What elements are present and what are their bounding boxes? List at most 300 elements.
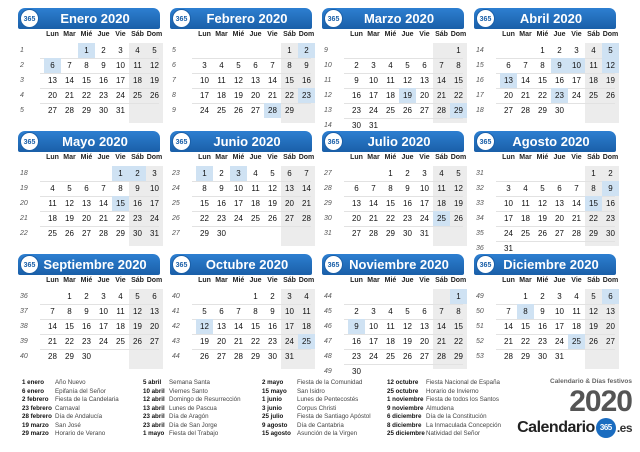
day-cell[interactable]: 23: [403, 214, 412, 223]
day-cell[interactable]: 14: [521, 76, 530, 85]
day-cell[interactable]: 12: [268, 184, 277, 193]
day-cell[interactable]: 13: [48, 76, 57, 85]
holiday-day-cell[interactable]: 3: [230, 166, 247, 181]
day-cell[interactable]: 29: [285, 106, 294, 115]
day-cell[interactable]: 27: [217, 352, 226, 361]
holiday-day-cell[interactable]: 29: [450, 103, 467, 118]
day-cell[interactable]: 11: [437, 184, 446, 193]
day-cell[interactable]: 22: [200, 214, 209, 223]
day-cell[interactable]: 13: [82, 199, 91, 208]
day-cell[interactable]: 14: [437, 76, 446, 85]
holiday-day-cell[interactable]: 5: [602, 43, 619, 58]
day-cell[interactable]: 8: [202, 184, 207, 193]
day-cell[interactable]: 14: [369, 199, 378, 208]
day-cell[interactable]: 24: [200, 106, 209, 115]
day-cell[interactable]: 6: [84, 184, 89, 193]
day-cell[interactable]: 29: [82, 106, 91, 115]
day-cell[interactable]: 28: [99, 229, 108, 238]
day-cell[interactable]: 21: [369, 214, 378, 223]
day-cell[interactable]: 3: [557, 292, 562, 301]
day-cell[interactable]: 27: [82, 229, 91, 238]
day-cell[interactable]: 11: [589, 61, 598, 70]
day-cell[interactable]: 22: [65, 337, 74, 346]
day-cell[interactable]: 19: [234, 91, 243, 100]
day-cell[interactable]: 23: [352, 106, 361, 115]
day-cell[interactable]: 30: [82, 352, 91, 361]
holiday-day-cell[interactable]: 15: [585, 196, 602, 211]
day-cell[interactable]: 8: [67, 307, 72, 316]
holiday-day-cell[interactable]: 1: [78, 43, 95, 58]
holiday-day-cell[interactable]: 23: [298, 88, 315, 103]
day-cell[interactable]: 7: [371, 184, 376, 193]
day-cell[interactable]: 21: [302, 199, 311, 208]
day-cell[interactable]: 4: [388, 307, 393, 316]
day-cell[interactable]: 26: [606, 91, 615, 100]
day-cell[interactable]: 19: [589, 322, 598, 331]
holiday-day-cell[interactable]: 8: [517, 304, 534, 319]
day-cell[interactable]: 4: [304, 292, 309, 301]
day-cell[interactable]: 18: [48, 214, 57, 223]
day-cell[interactable]: 4: [523, 184, 528, 193]
day-cell[interactable]: 4: [591, 46, 596, 55]
day-cell[interactable]: 16: [217, 199, 226, 208]
day-cell[interactable]: 22: [538, 91, 547, 100]
holiday-day-cell[interactable]: 6: [44, 58, 61, 73]
day-cell[interactable]: 15: [285, 76, 294, 85]
day-cell[interactable]: 7: [439, 307, 444, 316]
day-cell[interactable]: 1: [540, 46, 545, 55]
day-cell[interactable]: 16: [133, 199, 142, 208]
day-cell[interactable]: 31: [150, 229, 159, 238]
day-cell[interactable]: 12: [65, 199, 74, 208]
day-cell[interactable]: 14: [48, 322, 57, 331]
day-cell[interactable]: 22: [589, 214, 598, 223]
day-cell[interactable]: 27: [504, 106, 513, 115]
day-cell[interactable]: 11: [521, 199, 530, 208]
day-cell[interactable]: 2: [354, 307, 359, 316]
day-cell[interactable]: 19: [200, 337, 209, 346]
day-cell[interactable]: 19: [606, 76, 615, 85]
day-cell[interactable]: 21: [48, 337, 57, 346]
day-cell[interactable]: 31: [369, 121, 378, 130]
day-cell[interactable]: 25: [48, 229, 57, 238]
holiday-day-cell[interactable]: 25: [568, 334, 585, 349]
day-cell[interactable]: 7: [574, 184, 579, 193]
day-cell[interactable]: 30: [217, 229, 226, 238]
day-cell[interactable]: 22: [521, 337, 530, 346]
day-cell[interactable]: 18: [386, 337, 395, 346]
day-cell[interactable]: 24: [420, 214, 429, 223]
day-cell[interactable]: 13: [217, 322, 226, 331]
day-cell[interactable]: 25: [386, 352, 395, 361]
day-cell[interactable]: 10: [99, 307, 108, 316]
day-cell[interactable]: 24: [116, 91, 125, 100]
day-cell[interactable]: 8: [540, 61, 545, 70]
day-cell[interactable]: 9: [354, 76, 359, 85]
day-cell[interactable]: 26: [589, 337, 598, 346]
day-cell[interactable]: 29: [251, 352, 260, 361]
day-cell[interactable]: 17: [234, 199, 243, 208]
day-cell[interactable]: 9: [540, 307, 545, 316]
day-cell[interactable]: 26: [200, 352, 209, 361]
day-cell[interactable]: 11: [251, 184, 260, 193]
holiday-day-cell[interactable]: 25: [433, 211, 450, 226]
day-cell[interactable]: 28: [521, 106, 530, 115]
day-cell[interactable]: 31: [504, 244, 513, 253]
day-cell[interactable]: 5: [152, 46, 157, 55]
day-cell[interactable]: 4: [135, 46, 140, 55]
day-cell[interactable]: 18: [302, 322, 311, 331]
day-cell[interactable]: 26: [150, 91, 159, 100]
day-cell[interactable]: 3: [422, 169, 427, 178]
day-cell[interactable]: 25: [116, 337, 125, 346]
day-cell[interactable]: 17: [200, 91, 209, 100]
day-cell[interactable]: 21: [234, 337, 243, 346]
day-cell[interactable]: 8: [456, 307, 461, 316]
day-cell[interactable]: 16: [538, 322, 547, 331]
day-cell[interactable]: 22: [285, 91, 294, 100]
day-cell[interactable]: 8: [118, 184, 123, 193]
holiday-day-cell[interactable]: 1: [112, 166, 129, 181]
day-cell[interactable]: 17: [369, 337, 378, 346]
day-cell[interactable]: 26: [268, 214, 277, 223]
day-cell[interactable]: 6: [219, 307, 224, 316]
day-cell[interactable]: 15: [454, 76, 463, 85]
holiday-day-cell[interactable]: 9: [551, 58, 568, 73]
day-cell[interactable]: 8: [591, 184, 596, 193]
day-cell[interactable]: 27: [352, 229, 361, 238]
day-cell[interactable]: 31: [116, 106, 125, 115]
day-cell[interactable]: 17: [420, 199, 429, 208]
day-cell[interactable]: 20: [150, 322, 159, 331]
day-cell[interactable]: 5: [405, 307, 410, 316]
day-cell[interactable]: 14: [437, 322, 446, 331]
day-cell[interactable]: 11: [48, 199, 57, 208]
day-cell[interactable]: 18: [589, 76, 598, 85]
holiday-day-cell[interactable]: 23: [551, 88, 568, 103]
day-cell[interactable]: 28: [65, 106, 74, 115]
holiday-day-cell[interactable]: 1: [196, 166, 213, 181]
day-cell[interactable]: 28: [437, 352, 446, 361]
day-cell[interactable]: 14: [234, 322, 243, 331]
day-cell[interactable]: 19: [65, 214, 74, 223]
day-cell[interactable]: 15: [200, 199, 209, 208]
day-cell[interactable]: 13: [150, 307, 159, 316]
day-cell[interactable]: 5: [135, 292, 140, 301]
day-cell[interactable]: 20: [352, 214, 361, 223]
day-cell[interactable]: 3: [118, 46, 123, 55]
day-cell[interactable]: 12: [454, 184, 463, 193]
day-cell[interactable]: 1: [591, 169, 596, 178]
holiday-day-cell[interactable]: 19: [399, 88, 416, 103]
day-cell[interactable]: 24: [555, 337, 564, 346]
day-cell[interactable]: 25: [133, 91, 142, 100]
day-cell[interactable]: 17: [285, 322, 294, 331]
day-cell[interactable]: 9: [405, 184, 410, 193]
day-cell[interactable]: 6: [557, 184, 562, 193]
day-cell[interactable]: 10: [369, 322, 378, 331]
day-cell[interactable]: 31: [420, 229, 429, 238]
day-cell[interactable]: 30: [538, 352, 547, 361]
day-cell[interactable]: 29: [454, 352, 463, 361]
day-cell[interactable]: 8: [253, 307, 258, 316]
day-cell[interactable]: 30: [99, 106, 108, 115]
day-cell[interactable]: 24: [234, 214, 243, 223]
day-cell[interactable]: 3: [574, 46, 579, 55]
day-cell[interactable]: 15: [538, 76, 547, 85]
day-cell[interactable]: 7: [101, 184, 106, 193]
day-cell[interactable]: 25: [521, 229, 530, 238]
day-cell[interactable]: 22: [454, 91, 463, 100]
day-cell[interactable]: 29: [521, 352, 530, 361]
day-cell[interactable]: 26: [234, 106, 243, 115]
day-cell[interactable]: 8: [84, 61, 89, 70]
day-cell[interactable]: 16: [403, 199, 412, 208]
day-cell[interactable]: 16: [268, 322, 277, 331]
day-cell[interactable]: 20: [555, 214, 564, 223]
day-cell[interactable]: 11: [572, 307, 581, 316]
day-cell[interactable]: 19: [268, 199, 277, 208]
day-cell[interactable]: 13: [420, 322, 429, 331]
day-cell[interactable]: 29: [200, 229, 209, 238]
day-cell[interactable]: 30: [268, 352, 277, 361]
day-cell[interactable]: 29: [65, 352, 74, 361]
day-cell[interactable]: 20: [504, 91, 513, 100]
day-cell[interactable]: 10: [369, 76, 378, 85]
day-cell[interactable]: 26: [65, 229, 74, 238]
day-cell[interactable]: 12: [589, 307, 598, 316]
day-cell[interactable]: 15: [521, 322, 530, 331]
day-cell[interactable]: 29: [116, 229, 125, 238]
day-cell[interactable]: 24: [99, 337, 108, 346]
day-cell[interactable]: 1: [456, 46, 461, 55]
day-cell[interactable]: 23: [99, 91, 108, 100]
day-cell[interactable]: 19: [133, 322, 142, 331]
day-cell[interactable]: 11: [217, 76, 226, 85]
day-cell[interactable]: 12: [234, 76, 243, 85]
day-cell[interactable]: 17: [504, 214, 513, 223]
holiday-day-cell[interactable]: 15: [112, 196, 129, 211]
day-cell[interactable]: 18: [386, 91, 395, 100]
day-cell[interactable]: 13: [555, 199, 564, 208]
holiday-day-cell[interactable]: 28: [264, 103, 281, 118]
day-cell[interactable]: 7: [67, 61, 72, 70]
day-cell[interactable]: 12: [403, 76, 412, 85]
day-cell[interactable]: 28: [572, 229, 581, 238]
day-cell[interactable]: 13: [420, 76, 429, 85]
day-cell[interactable]: 5: [540, 184, 545, 193]
day-cell[interactable]: 25: [589, 91, 598, 100]
day-cell[interactable]: 2: [540, 292, 545, 301]
day-cell[interactable]: 29: [386, 229, 395, 238]
day-cell[interactable]: 16: [606, 199, 615, 208]
day-cell[interactable]: 12: [133, 307, 142, 316]
day-cell[interactable]: 13: [251, 76, 260, 85]
day-cell[interactable]: 20: [606, 322, 615, 331]
day-cell[interactable]: 20: [217, 337, 226, 346]
day-cell[interactable]: 26: [454, 214, 463, 223]
day-cell[interactable]: 30: [555, 106, 564, 115]
day-cell[interactable]: 14: [504, 322, 513, 331]
day-cell[interactable]: 17: [99, 322, 108, 331]
day-cell[interactable]: 16: [352, 337, 361, 346]
day-cell[interactable]: 5: [67, 184, 72, 193]
day-cell[interactable]: 10: [234, 184, 243, 193]
holiday-day-cell[interactable]: 13: [500, 73, 517, 88]
day-cell[interactable]: 6: [422, 61, 427, 70]
day-cell[interactable]: 29: [538, 106, 547, 115]
day-cell[interactable]: 13: [285, 184, 294, 193]
holiday-day-cell[interactable]: 12: [196, 319, 213, 334]
day-cell[interactable]: 5: [236, 61, 241, 70]
day-cell[interactable]: 8: [388, 184, 393, 193]
day-cell[interactable]: 21: [521, 91, 530, 100]
day-cell[interactable]: 15: [454, 322, 463, 331]
day-cell[interactable]: 20: [285, 199, 294, 208]
day-cell[interactable]: 9: [219, 184, 224, 193]
day-cell[interactable]: 10: [285, 307, 294, 316]
day-cell[interactable]: 1: [253, 292, 258, 301]
day-cell[interactable]: 7: [439, 61, 444, 70]
day-cell[interactable]: 21: [437, 91, 446, 100]
day-cell[interactable]: 9: [135, 184, 140, 193]
day-cell[interactable]: 22: [82, 91, 91, 100]
day-cell[interactable]: 5: [270, 169, 275, 178]
day-cell[interactable]: 20: [420, 91, 429, 100]
day-cell[interactable]: 8: [287, 61, 292, 70]
day-cell[interactable]: 3: [152, 169, 157, 178]
day-cell[interactable]: 25: [386, 106, 395, 115]
day-cell[interactable]: 23: [538, 337, 547, 346]
day-cell[interactable]: 12: [538, 199, 547, 208]
day-cell[interactable]: 11: [133, 61, 142, 70]
day-cell[interactable]: 9: [84, 307, 89, 316]
day-cell[interactable]: 4: [574, 292, 579, 301]
day-cell[interactable]: 28: [437, 106, 446, 115]
day-cell[interactable]: 7: [236, 307, 241, 316]
day-cell[interactable]: 6: [422, 307, 427, 316]
day-cell[interactable]: 18: [251, 199, 260, 208]
day-cell[interactable]: 20: [82, 214, 91, 223]
day-cell[interactable]: 20: [48, 91, 57, 100]
day-cell[interactable]: 9: [304, 61, 309, 70]
day-cell[interactable]: 30: [606, 229, 615, 238]
day-cell[interactable]: 21: [99, 214, 108, 223]
day-cell[interactable]: 27: [420, 352, 429, 361]
day-cell[interactable]: 6: [287, 169, 292, 178]
day-cell[interactable]: 31: [285, 352, 294, 361]
holiday-day-cell[interactable]: 10: [568, 58, 585, 73]
day-cell[interactable]: 8: [456, 61, 461, 70]
day-cell[interactable]: 9: [270, 307, 275, 316]
day-cell[interactable]: 7: [523, 61, 528, 70]
holiday-day-cell[interactable]: 25: [298, 334, 315, 349]
day-cell[interactable]: 21: [65, 91, 74, 100]
holiday-day-cell[interactable]: 6: [602, 289, 619, 304]
day-cell[interactable]: 15: [386, 199, 395, 208]
day-cell[interactable]: 4: [439, 169, 444, 178]
day-cell[interactable]: 2: [405, 169, 410, 178]
day-cell[interactable]: 24: [150, 214, 159, 223]
day-cell[interactable]: 14: [99, 199, 108, 208]
day-cell[interactable]: 20: [251, 91, 260, 100]
day-cell[interactable]: 12: [403, 322, 412, 331]
day-cell[interactable]: 22: [454, 337, 463, 346]
day-cell[interactable]: 16: [99, 76, 108, 85]
day-cell[interactable]: 25: [251, 214, 260, 223]
day-cell[interactable]: 24: [285, 337, 294, 346]
day-cell[interactable]: 30: [352, 367, 361, 376]
day-cell[interactable]: 28: [234, 352, 243, 361]
day-cell[interactable]: 2: [354, 61, 359, 70]
day-cell[interactable]: 26: [403, 352, 412, 361]
day-cell[interactable]: 29: [589, 229, 598, 238]
day-cell[interactable]: 1: [287, 46, 292, 55]
day-cell[interactable]: 10: [555, 307, 564, 316]
day-cell[interactable]: 21: [572, 214, 581, 223]
day-cell[interactable]: 26: [538, 229, 547, 238]
day-cell[interactable]: 14: [268, 76, 277, 85]
day-cell[interactable]: 28: [504, 352, 513, 361]
day-cell[interactable]: 11: [386, 322, 395, 331]
day-cell[interactable]: 10: [116, 61, 125, 70]
day-cell[interactable]: 23: [133, 214, 142, 223]
day-cell[interactable]: 15: [251, 322, 260, 331]
day-cell[interactable]: 28: [48, 352, 57, 361]
day-cell[interactable]: 23: [82, 337, 91, 346]
day-cell[interactable]: 27: [420, 106, 429, 115]
day-cell[interactable]: 18: [217, 91, 226, 100]
day-cell[interactable]: 12: [150, 61, 159, 70]
day-cell[interactable]: 19: [150, 76, 159, 85]
day-cell[interactable]: 17: [150, 199, 159, 208]
day-cell[interactable]: 16: [555, 76, 564, 85]
day-cell[interactable]: 5: [591, 292, 596, 301]
day-cell[interactable]: 16: [302, 76, 311, 85]
day-cell[interactable]: 1: [388, 169, 393, 178]
day-cell[interactable]: 26: [403, 106, 412, 115]
day-cell[interactable]: 2: [270, 292, 275, 301]
day-cell[interactable]: 7: [50, 307, 55, 316]
day-cell[interactable]: 27: [251, 106, 260, 115]
day-cell[interactable]: 21: [268, 91, 277, 100]
day-cell[interactable]: 1: [523, 292, 528, 301]
day-cell[interactable]: 18: [133, 76, 142, 85]
day-cell[interactable]: 21: [504, 337, 513, 346]
day-cell[interactable]: 31: [555, 352, 564, 361]
holiday-day-cell[interactable]: 2: [129, 166, 146, 181]
day-cell[interactable]: 24: [369, 352, 378, 361]
day-cell[interactable]: 2: [101, 46, 106, 55]
day-cell[interactable]: 15: [82, 76, 91, 85]
day-cell[interactable]: 17: [555, 322, 564, 331]
day-cell[interactable]: 7: [304, 169, 309, 178]
day-cell[interactable]: 27: [555, 229, 564, 238]
day-cell[interactable]: 16: [82, 322, 91, 331]
day-cell[interactable]: 3: [287, 292, 292, 301]
holiday-day-cell[interactable]: 9: [348, 319, 365, 334]
day-cell[interactable]: 27: [285, 214, 294, 223]
day-cell[interactable]: 18: [116, 322, 125, 331]
day-cell[interactable]: 4: [118, 292, 123, 301]
holiday-day-cell[interactable]: 12: [602, 58, 619, 73]
day-cell[interactable]: 17: [572, 76, 581, 85]
day-cell[interactable]: 30: [352, 121, 361, 130]
day-cell[interactable]: 4: [253, 169, 258, 178]
day-cell[interactable]: 4: [388, 61, 393, 70]
day-cell[interactable]: 19: [403, 337, 412, 346]
day-cell[interactable]: 18: [521, 214, 530, 223]
